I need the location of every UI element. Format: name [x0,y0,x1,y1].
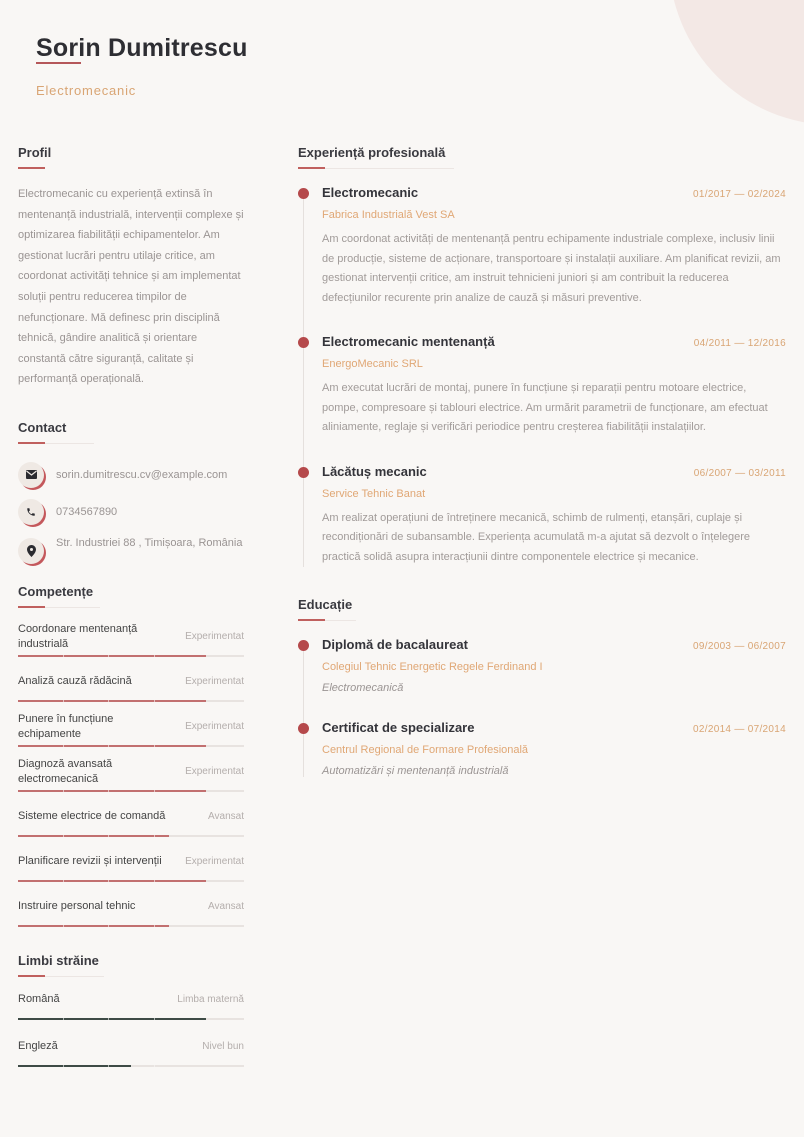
skill-bar-fill [18,925,169,927]
institution-name: Colegiul Tehnic Energetic Regele Ferdinand I [322,661,543,673]
timeline-line [303,193,304,567]
education-timeline [298,637,786,777]
skill-item [18,757,244,792]
skill-item [18,712,244,747]
education-item [322,720,786,777]
institution-name: Centrul Regional de Formare Profesională [322,744,529,756]
bar-segment-divider [154,745,155,747]
bar-segment-divider [63,1018,64,1020]
experience-item [322,464,786,568]
bar-segment-divider [63,925,64,927]
skill-item [18,892,244,927]
bar-segment-divider [108,700,109,702]
company-name: Fabrica Industrială Vest SA [322,209,455,221]
skill-name: Analiză cauză rădăcină [18,675,132,688]
language-name: Engleză [18,1040,58,1053]
bar-segment-divider [154,1065,155,1067]
timeline-dot [298,188,309,199]
skill-bar-fill [18,655,206,657]
language-bar [18,1018,244,1020]
candidate-name [36,34,248,63]
job-dates: 04/2011 — 12/2016 [693,338,786,349]
profile-section [18,145,244,390]
skill-bar-fill [18,700,206,702]
language-name: Română [18,993,60,1006]
job-description: Am realizat operațiuni de întreținere mecanică, schimb de rulmenți, etanșări, cuplaje și recondiționări de subansamble. Experiența acumulată m-a ajutat să dezvolt o înțelegere practică solidă asupra interacțiunii dintre componentele electrice și mecanice. [322,511,751,563]
job-role: Electromecanic mentenanță [322,334,495,349]
skill-bar [18,835,244,837]
skill-name: Coordonare mentenanță industrială [18,622,138,650]
contact-address-text: Str. Industriei 88 , Timișoara, România [56,536,243,549]
education-section [298,597,786,777]
field-of-study: Electromecanică [322,682,404,694]
resume-header [36,34,248,98]
section-title-text: Limbi străine [18,952,99,968]
bar-segment-divider [63,745,64,747]
skill-bar-fill [18,790,206,792]
bar-segment-divider [154,835,155,837]
skill-name: Diagnoză avansată electromecanică [18,757,113,785]
phone-icon [18,499,44,525]
job-title: Electromecanic [36,83,137,98]
skill-bar-fill [18,745,206,747]
contact-address [18,536,244,564]
experience-timeline [298,185,786,567]
timeline-dot [298,723,309,734]
skills-list [18,622,244,927]
job-role: Lăcătuș mecanic [322,463,427,479]
contact-phone-text: 0734567890 [56,505,118,518]
language-item [18,985,244,1020]
company-name: EnergoMecanic SRL [322,358,423,370]
bar-segment-divider [108,1018,109,1020]
section-title-text: Experiență profesională [298,145,446,160]
skill-level: Experimentat [185,631,244,643]
right-column [298,145,786,777]
title-underline [298,619,325,621]
section-title-skills [18,584,244,608]
skill-bar-fill [18,880,206,882]
section-title-languages [18,953,244,977]
title-underline [18,975,45,977]
skill-bar [18,655,244,657]
contact-email-text: sorin.dumitrescu.cv@example.com [56,468,228,481]
skill-level: Experimentat [185,856,244,868]
skill-bar [18,880,244,882]
bar-segment-divider [154,880,155,882]
languages-list [18,985,244,1067]
language-bar [18,1065,244,1067]
language-level: Limba maternă [177,994,244,1006]
bar-segment-divider [63,1065,64,1067]
timeline-dot [298,640,309,651]
section-title-contact [18,420,244,444]
education-dates: 02/2014 — 07/2014 [693,724,786,735]
bar-segment-divider [108,835,109,837]
skill-name: Instruire personal tehnic [18,900,136,913]
skill-bar [18,745,244,747]
bar-segment-divider [108,880,109,882]
title-underline [18,167,45,169]
skill-name: Sisteme electrice de comandă [18,810,166,823]
contact-phone[interactable] [18,499,244,526]
section-title-experience [298,145,786,169]
education-item [322,637,786,694]
skill-level: Experimentat [185,766,244,778]
job-description: Am coordonat activități de mentenanță pentru echipamente industriale complexe, inclusiv linii de producție, sisteme de acționare, transportoare și instalații auxiliare. Am planificat revizii, am gestionat intervenții critice, am instruit tehnicieni juniori și am contribuit la reducerea defecțiunilor recurente prin analize de cauză și măsuri preventive. [322,233,781,304]
name-underline [36,62,81,64]
bar-segment-divider [154,925,155,927]
title-underline [18,606,45,608]
skill-item [18,667,244,702]
timeline-dot [298,467,309,478]
job-role: Electromecanic [322,185,419,200]
job-dates: 06/2007 — 03/2011 [693,467,786,479]
section-title-text: Educație [298,597,353,612]
bar-segment-divider [63,790,64,792]
language-item [18,1032,244,1067]
bar-segment-divider [154,655,155,657]
bar-segment-divider [154,790,155,792]
skill-level: Avansat [208,811,244,823]
language-level: Nivel bun [202,1041,244,1053]
email-icon [18,462,44,488]
timeline-line [303,645,304,777]
bar-segment-divider [63,700,64,702]
bar-segment-divider [63,655,64,657]
contact-email[interactable] [18,462,244,489]
timeline-dot [298,337,309,348]
title-underline [18,442,45,444]
skill-bar [18,925,244,927]
section-title-text: Competențe [18,583,94,599]
skill-level: Experimentat [185,676,244,688]
bar-segment-divider [108,1065,109,1067]
experience-item [322,185,786,308]
skill-name: Planificare revizii și intervenții [18,855,162,868]
skill-item [18,802,244,837]
profile-text: Electromecanic cu experiență extinsă în mentenanță industrială, intervenții complexe și optimizarea fiabilității echipamentelor. Am gestionat lucrări pentru utilaje critice, am coordonat activități tehnice și am implementat soluții pentru reducerea timpilor de nefuncționare. Mă definesc prin disciplină tehnică, gândire analitică și orientare constantă către siguranță, calitate și performanță operațională. [18,188,244,386]
field-of-study: Automatizări și mentenanță industrială [322,765,509,777]
skill-bar [18,700,244,702]
bar-segment-divider [63,835,64,837]
bar-segment-divider [154,1018,155,1020]
location-pin-icon [18,538,44,564]
contact-section [18,420,244,564]
degree-name: Diplomă de bacalaureat [322,637,468,652]
skill-name: Punere în funcțiune echipamente [18,712,114,740]
bar-segment-divider [108,925,109,927]
section-title-text: Contact [18,419,67,435]
experience-section [298,145,786,567]
section-title-education [298,597,786,621]
skill-level: Avansat [208,901,244,913]
skill-level: Experimentat [185,721,244,733]
bar-segment-divider [108,745,109,747]
bar-segment-divider [108,790,109,792]
candidate-name-text: Sorin Dumitrescu [36,34,248,62]
job-description: Am executat lucrări de montaj, punere în funcțiune și reparații pentru motoare electrice, pompe, compresoare și tablouri electrice. Am urmărit parametrii de funcționare, am efectuat aliniamente, reglaje și verificări periodice pentru creșterea fiabilității instalațiilor. [322,382,768,433]
left-column [18,145,244,1077]
decorative-corner-shape [669,0,804,125]
bar-segment-divider [154,700,155,702]
contact-list [18,462,244,564]
section-title-profile [18,145,244,169]
skill-item [18,847,244,882]
skill-bar [18,790,244,792]
education-dates: 09/2003 — 06/2007 [693,641,786,652]
section-title-text: Profil [18,145,52,160]
languages-section [18,953,244,1067]
language-bar-fill [18,1018,206,1020]
bar-segment-divider [108,655,109,657]
bar-segment-divider [63,880,64,882]
degree-name: Certificat de specializare [322,720,475,735]
job-dates: 01/2017 — 02/2024 [693,189,786,200]
skill-item [18,622,244,657]
skill-bar-fill [18,835,169,837]
language-bar-fill [18,1065,131,1067]
title-underline [298,167,325,169]
experience-item [322,334,786,438]
skills-section [18,584,244,927]
company-name: Service Tehnic Banat [322,487,426,500]
